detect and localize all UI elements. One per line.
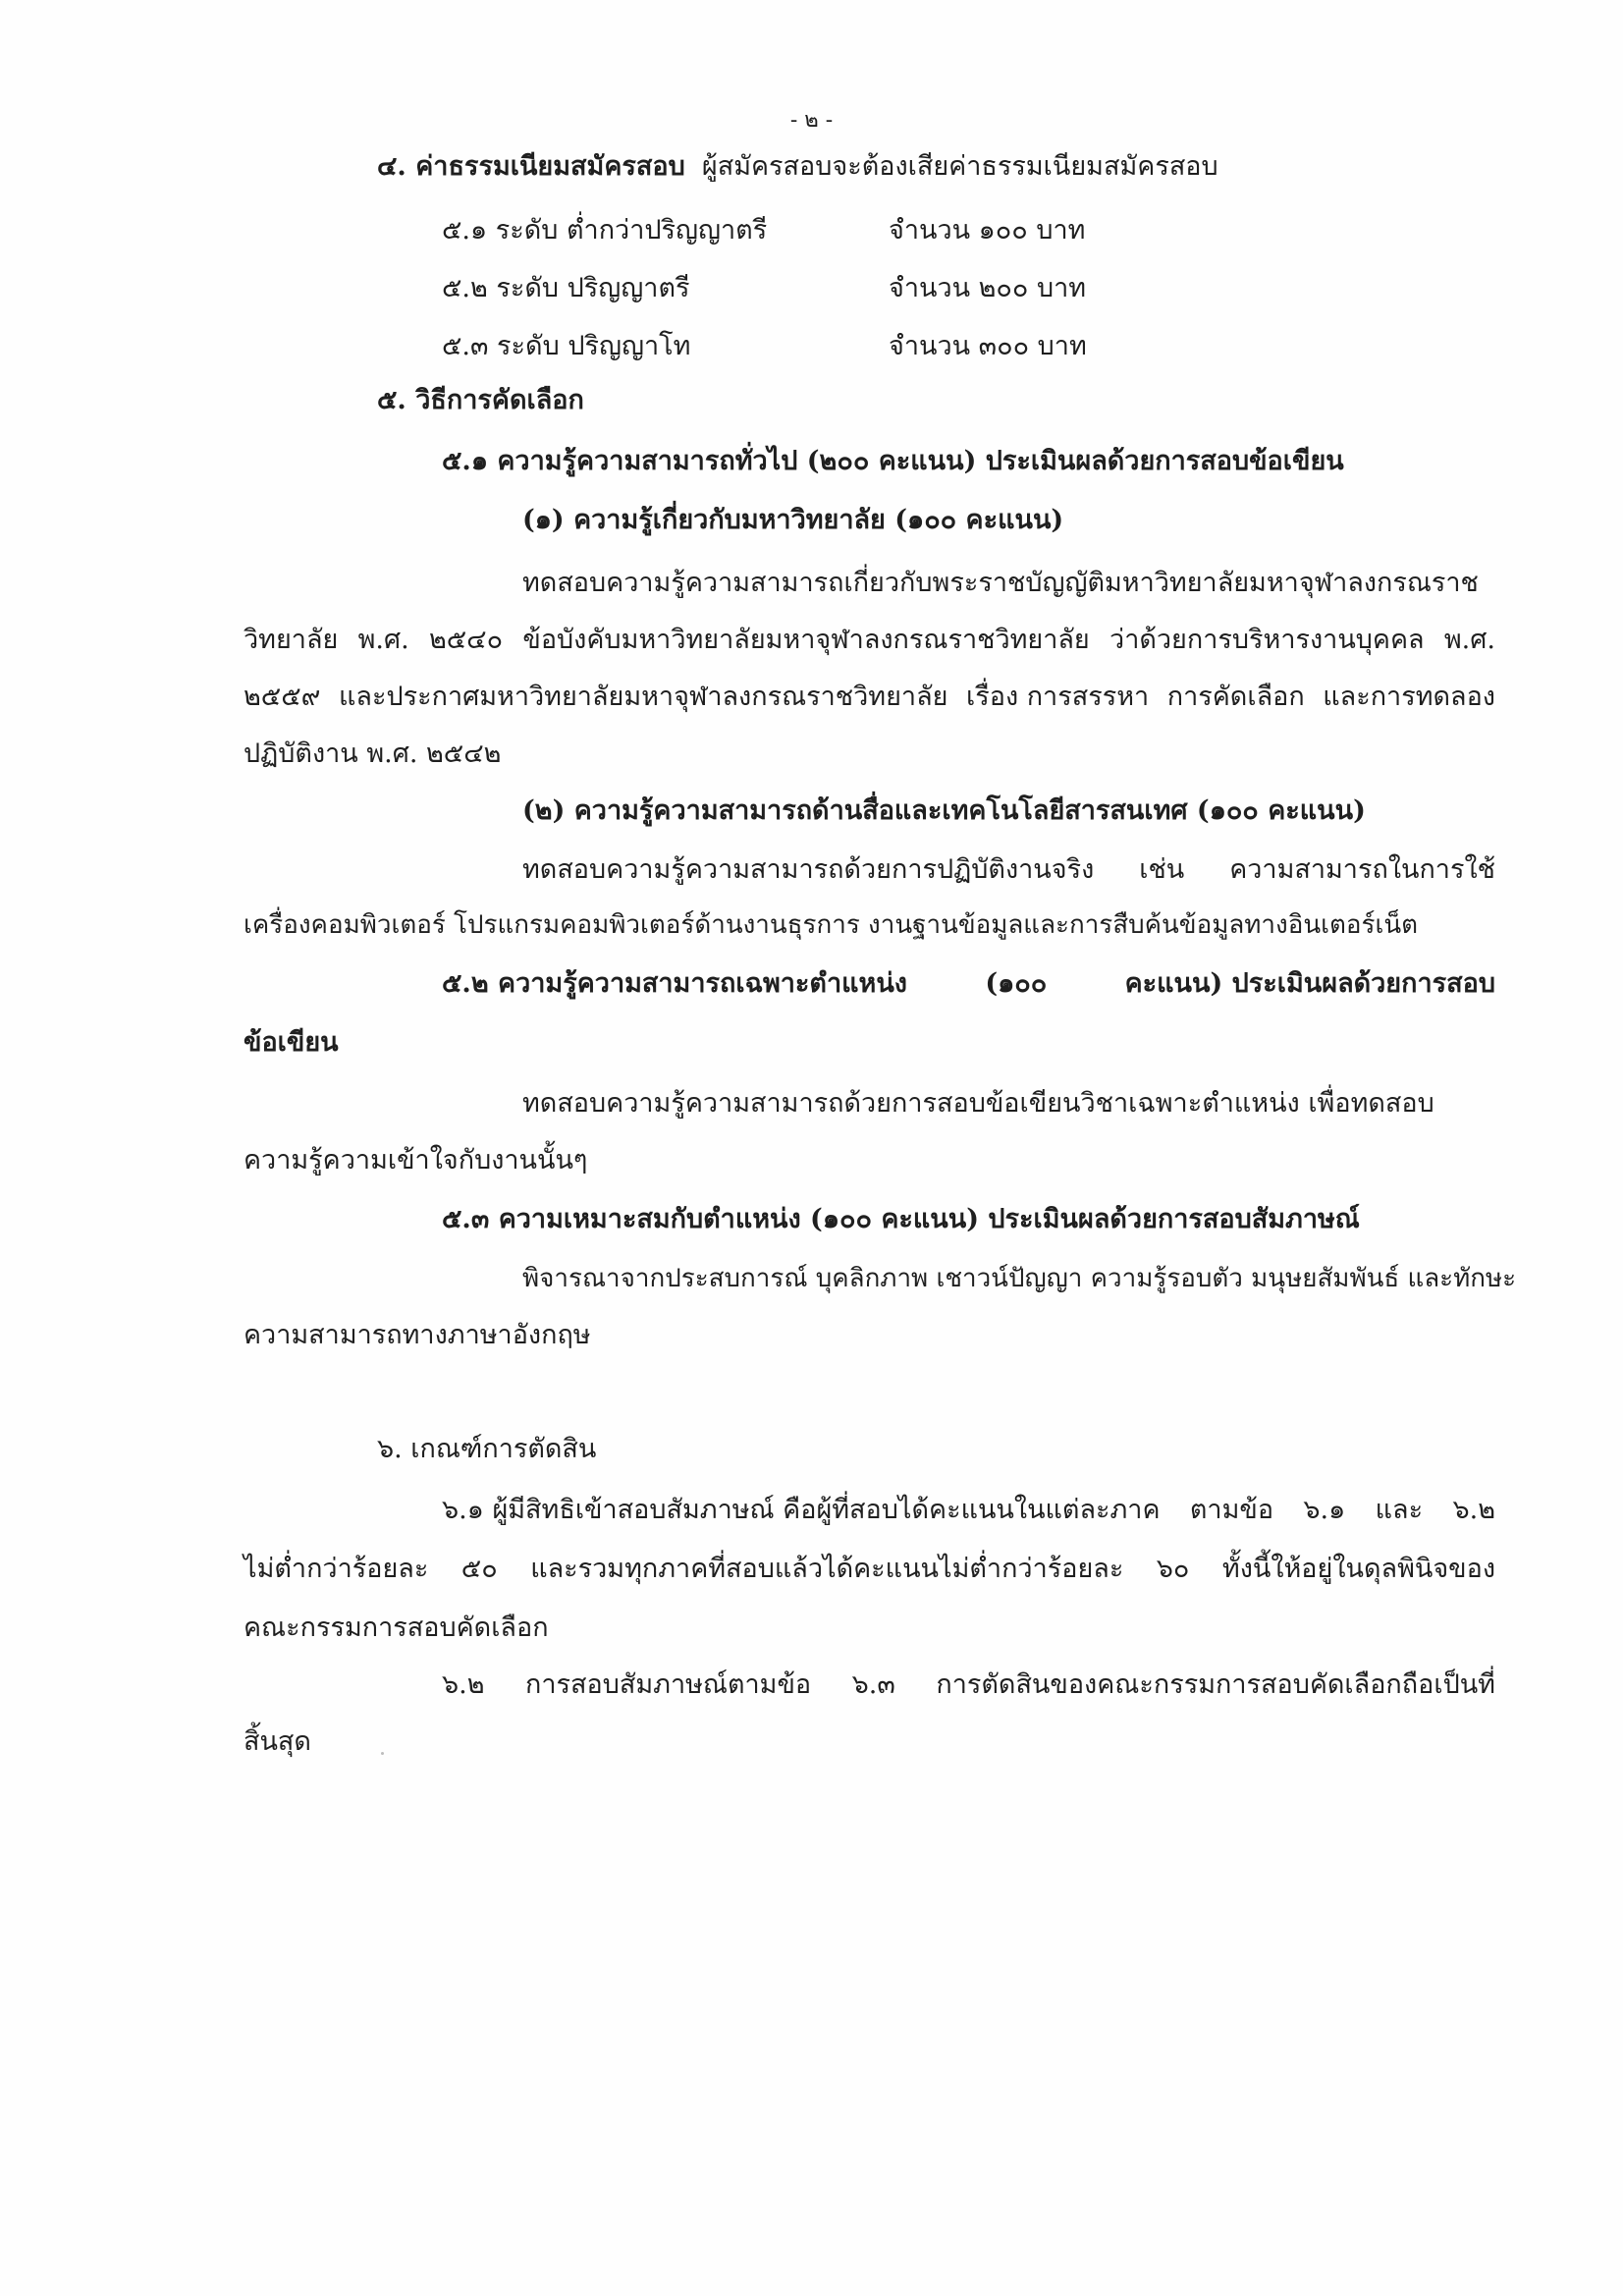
word: เช่น bbox=[1139, 854, 1185, 885]
word: ๒๕๕๙ bbox=[243, 682, 321, 712]
word: การสอบสัมภาษณ์ตามข้อ bbox=[525, 1669, 812, 1700]
word: ๖.๑ bbox=[1303, 1495, 1346, 1525]
paragraph-line: ทดสอบความรู้ความสามารถเกี่ยวกับพระราชบัญญัติมหาวิทยาลัยมหาจุฬาลงกรณราช bbox=[522, 568, 1479, 598]
word: ๖.๑ ผู้มีสิทธิเข้าสอบสัมภาษณ์ คือผู้ที่สอบได้คะแนนในแต่ละภาค bbox=[442, 1495, 1161, 1525]
word: พ.ศ. bbox=[1443, 625, 1495, 655]
word: เรื่อง การสรรหา bbox=[966, 682, 1150, 712]
paragraph-line bbox=[522, 850, 1495, 890]
fee-level: ๕.๓ ระดับ ปริญญาโท bbox=[442, 331, 691, 361]
fee-level: ๕.๒ ระดับ ปริญญาตรี bbox=[442, 273, 690, 303]
word: และรวมทุกภาคที่สอบแล้วได้คะแนนไม่ต่ำกว่าร้อยละ bbox=[530, 1554, 1124, 1584]
fee-section bbox=[377, 147, 1218, 187]
word: วิทยาลัย bbox=[243, 625, 339, 655]
section-5-3-title: ๕.๓ ความเหมาะสมกับตำแหน่ง (๑๐๐ คะแนน) ประเมินผลด้วยการสอบสัมภาษณ์ bbox=[442, 1204, 1360, 1234]
paragraph-line: ปฏิบัติงาน พ.ศ. ๒๕๔๒ bbox=[243, 738, 502, 769]
word: ๖.๒ bbox=[442, 1669, 485, 1700]
fee-intro: ผู้สมัครสอบจะต้องเสียค่าธรรมเนียมสมัครสอบ bbox=[701, 151, 1218, 182]
paragraph-line bbox=[442, 1491, 1495, 1530]
paragraph-line: ทดสอบความรู้ความสามารถด้วยการสอบข้อเขียนวิชาเฉพาะตำแหน่ง เพื่อทดสอบ bbox=[522, 1088, 1434, 1119]
word: และ bbox=[1375, 1495, 1424, 1525]
paragraph-line bbox=[243, 621, 1495, 660]
fee-heading: ๔. ค่าธรรมเนียมสมัครสอบ bbox=[377, 151, 685, 182]
word: และประกาศมหาวิทยาลัยมหาจุฬาลงกรณราชวิทยาลัย bbox=[339, 682, 948, 712]
paragraph-line: พิจารณาจากประสบการณ์ บุคลิกภาพ เชาวน์ปัญญา ความรู้รอบตัว มนุษยสัมพันธ์ และทักษะ bbox=[522, 1264, 1517, 1293]
word: พ.ศ. bbox=[357, 625, 409, 655]
fee-amount: จำนวน ๓๐๐ บาท bbox=[889, 331, 1087, 361]
word: ทดสอบความรู้ความสามารถด้วยการปฏิบัติงานจริง bbox=[522, 854, 1095, 885]
criteria-heading: ๖. เกณฑ์การตัดสิน bbox=[377, 1434, 597, 1464]
word: ๕.๒ ความรู้ความสามารถเฉพาะตำแหน่ง bbox=[442, 968, 907, 999]
word: ไม่ต่ำกว่าร้อยละ bbox=[243, 1554, 429, 1584]
paragraph-line: คณะกรรมการสอบคัดเลือก bbox=[243, 1613, 549, 1643]
paragraph-line: ความสามารถทางภาษาอังกฤษ bbox=[243, 1320, 591, 1350]
section-5-1-title: ๕.๑ ความรู้ความสามารถทั่วไป (๒๐๐ คะแนน) ประเมินผลด้วยการสอบข้อเขียน bbox=[442, 446, 1344, 476]
word: ตามข้อ bbox=[1189, 1495, 1274, 1525]
word: (๑๐๐ bbox=[985, 968, 1048, 999]
section-5-2-title-cont: ข้อเขียน bbox=[243, 1027, 339, 1058]
selection-heading: ๕. วิธีการคัดเลือก bbox=[377, 385, 584, 415]
word: การคัดเลือก bbox=[1166, 682, 1305, 712]
word: ข้อบังคับมหาวิทยาลัยมหาจุฬาลงกรณราชวิทยาลัย bbox=[522, 625, 1090, 655]
paragraph-line bbox=[442, 1666, 1495, 1705]
word: ความสามารถในการใช้ bbox=[1229, 854, 1495, 885]
word: ๕๐ bbox=[460, 1554, 498, 1584]
fee-amount: จำนวน ๑๐๐ บาท bbox=[889, 215, 1086, 246]
word: ๒๕๔๐ bbox=[428, 625, 504, 655]
fee-level: ๕.๑ ระดับ ต่ำกว่าปริญญาตรี bbox=[442, 215, 768, 246]
section-5-1-1-title: (๑) ความรู้เกี่ยวกับมหาวิทยาลัย (๑๐๐ คะแนน) bbox=[522, 505, 1064, 535]
word: ว่าด้วยการบริหารงานบุคคล bbox=[1109, 625, 1425, 655]
section-5-2-title bbox=[442, 964, 1495, 1004]
word: ๖.๓ bbox=[851, 1669, 895, 1700]
paragraph-line: ความรู้ความเข้าใจกับงานนั้นๆ bbox=[243, 1145, 588, 1175]
word: และการทดลอง bbox=[1323, 682, 1495, 712]
word: ๖๐ bbox=[1156, 1554, 1190, 1584]
paragraph-line: เครื่องคอมพิวเตอร์ โปรแกรมคอมพิวเตอร์ด้านงานธุรการ งานฐานข้อมูลและการสืบค้นข้อมูลทางอินเตอร์เน็ต bbox=[243, 910, 1418, 940]
word: ทั้งนี้ให้อยู่ในดุลพินิจของ bbox=[1221, 1554, 1495, 1584]
fee-amount: จำนวน ๒๐๐ บาท bbox=[889, 273, 1087, 303]
page-number: - ๒ - bbox=[789, 108, 834, 133]
paragraph-line bbox=[243, 678, 1495, 717]
scan-speck bbox=[381, 1752, 384, 1755]
word: ๖.๒ bbox=[1452, 1495, 1495, 1525]
word: การตัดสินของคณะกรรมการสอบคัดเลือกถือเป็นที่ bbox=[936, 1669, 1495, 1700]
paragraph-line: สิ้นสุด bbox=[243, 1726, 311, 1757]
section-5-1-2-title: (๒) ความรู้ความสามารถด้านสื่อและเทคโนโลยีสารสนเทศ (๑๐๐ คะแนน) bbox=[522, 795, 1366, 826]
word: คะแนน) ประเมินผลด้วยการสอบ bbox=[1124, 968, 1495, 999]
paragraph-line bbox=[243, 1550, 1495, 1589]
